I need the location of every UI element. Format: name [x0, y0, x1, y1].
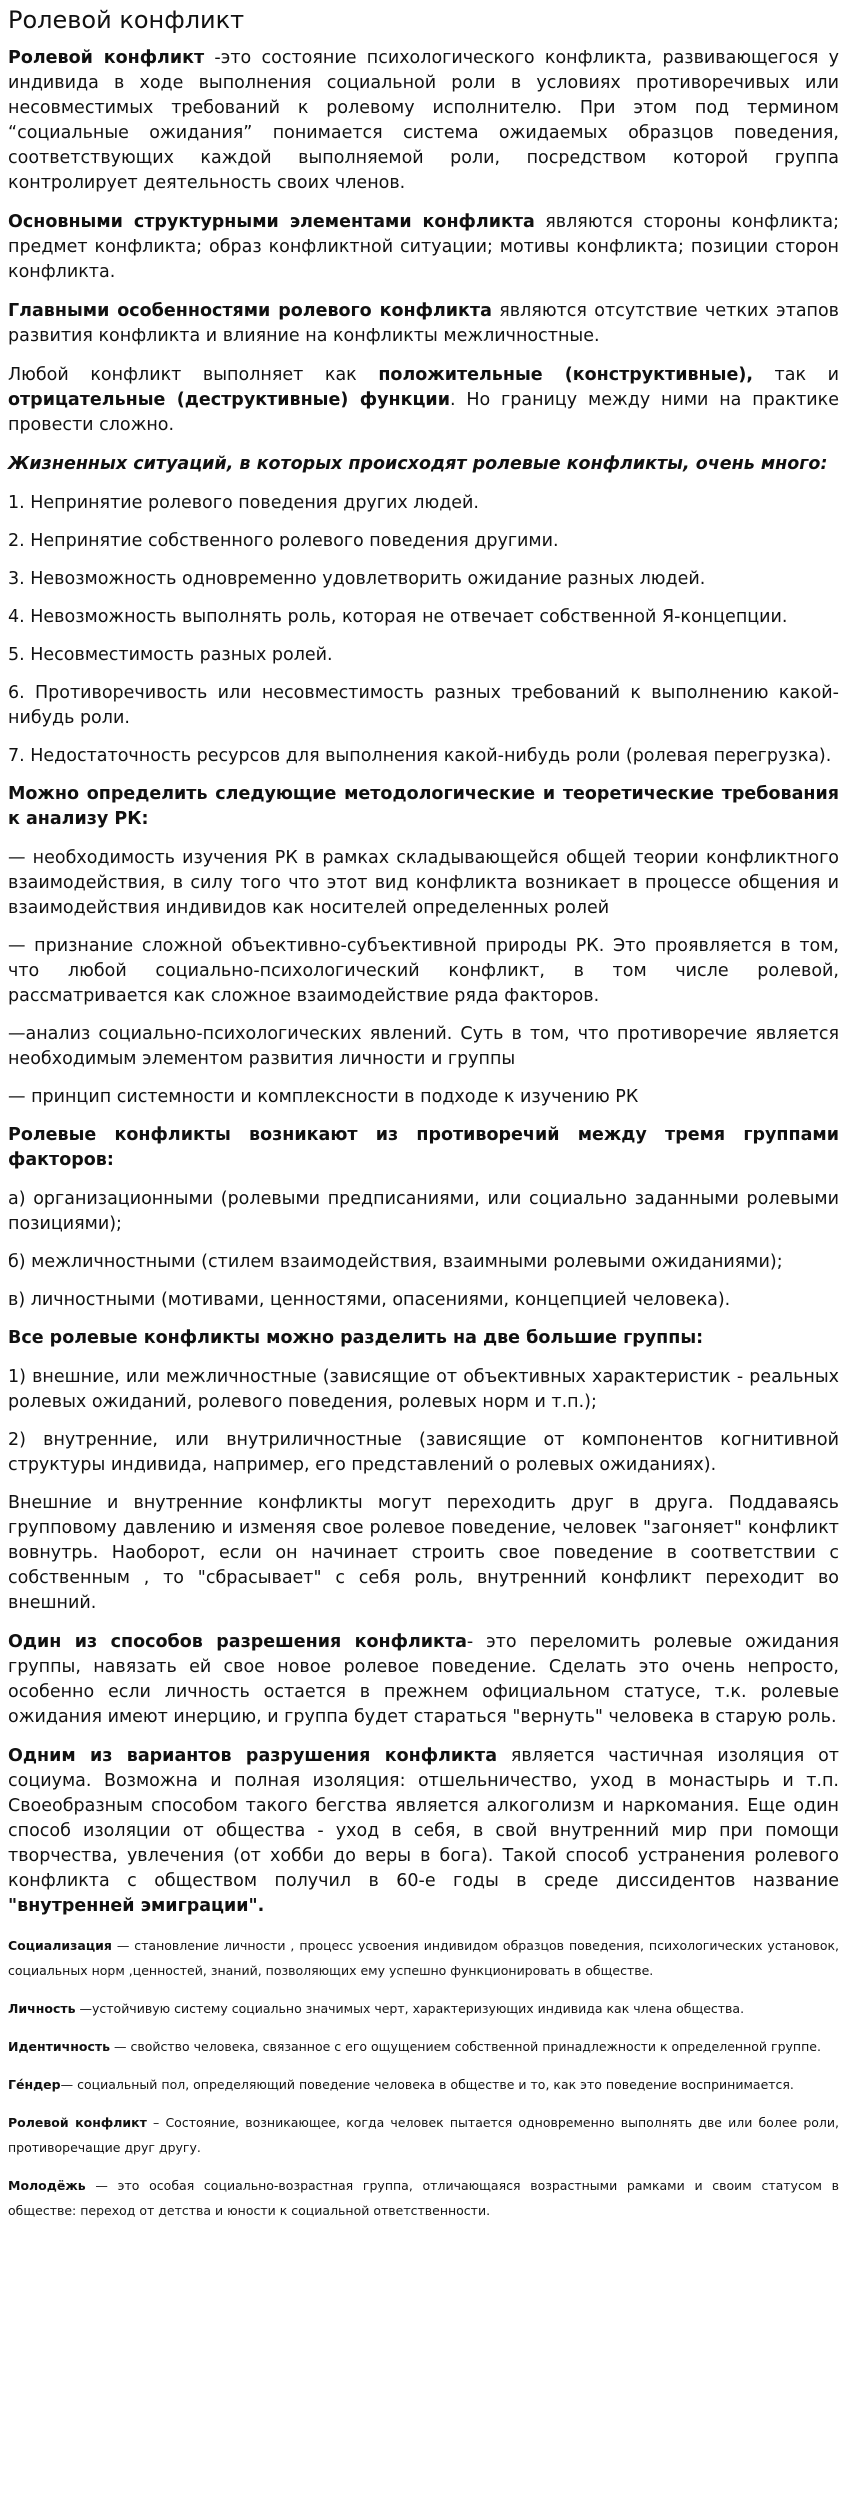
glossary-item: Идентичность — свойство человека, связанное с его ощущением собственной принадлежности к определенной группе.	[8, 2039, 821, 2054]
requirements-heading: Можно определить следующие методологические и теоретические требования к анализу РК:	[8, 784, 839, 829]
list-item: 1. Непринятие ролевого поведения других людей.	[8, 493, 479, 513]
resolution-paragraph: Один из способов разрешения конфликта- это переломить ролевые ожидания группы, навязать ей свое новое ролевое поведение. Сделать это очень непросто, особенно если личность остается в прежнем официальном статусе, т.к. ролевые ожидания имеют инерцию, и группа будет стараться "вернуть" человека в старую роль.	[8, 1632, 839, 1727]
list-item: а) организационными (ролевыми предписаниями, или социально заданными ролевыми позициями);	[8, 1189, 839, 1234]
list-item: 4. Невозможность выполнять роль, которая не отвечает собственной Я-концепции.	[8, 607, 788, 627]
list-item: 6. Противоречивость или несовместимость разных требований к выполнению какой-нибудь роли.	[8, 683, 839, 728]
term: Одним из вариантов разрушения конфликта	[8, 1746, 498, 1766]
term: Один из способов разрешения конфликта	[8, 1632, 467, 1652]
list-item: 2) внутренние, или внутриличностные (зависящие от компонентов когнитивной структуры индивида, например, его представлений о ролевых ожиданиях).	[8, 1430, 839, 1475]
features-paragraph: Главными особенностями ролевого конфликта являются отсутствие четких этапов развития конфликта и влияние на конфликты межличностные.	[8, 301, 840, 346]
list-item: — принцип системности и комплексности в подходе к изучению РК	[8, 1087, 639, 1107]
list-item: — признание сложной объективно-субъективной природы РК. Это проявляется в том, что любой социально-психологический конфликт, в том числе ролевой, рассматривается как сложное взаимодействие ряда факторов.	[8, 936, 839, 1006]
list-item: — необходимость изучения РК в рамках складывающейся общей теории конфликтного взаимодействия, в силу того что этот вид конфликта возникает в процессе общения и взаимодействия индивидов как носителей определенных ролей	[8, 848, 839, 918]
groups-heading: Все ролевые конфликты можно разделить на две большие группы:	[8, 1328, 704, 1348]
functions-paragraph: Любой конфликт выполняет как положительные (конструктивные), так и отрицательные (деструктивные) функции. Но границу между ними на практике провести сложно.	[8, 365, 839, 435]
list-item: 2. Непринятие собственного ролевого поведения другими.	[8, 531, 559, 551]
structure-paragraph: Основными структурными элементами конфликта являются стороны конфликта; предмет конфликта; образ конфликтной ситуации; мотивы конфликта; позиции сторон конфликта.	[8, 212, 839, 282]
definition-paragraph: Ролевой конфликт -это состояние психологического конфликта, развивающегося у индивида в ходе выполнения социальной роли в условиях противоречивых или несовместимых требований к ролевому исполнителю. При этом под термином “социальные ожидания” понимается система ожидаемых образцов поведения, соответствующих каждой выполняемой роли, посредством которой группа контролирует деятельность своих членов.	[8, 48, 839, 193]
factors-heading: Ролевые конфликты возникают из противоречий между тремя группами факторов:	[8, 1125, 839, 1170]
glossary-item: Молодёжь — это особая социально-возрастная группа, отличающаяся возрастными рамками и своим статусом в обществе: переход от детства и юности к социальной ответственности.	[8, 2178, 839, 2218]
list-item: —анализ социально-психологических явлений. Суть в том, что противоречие является необходимым элементом развития личности и группы	[8, 1024, 839, 1069]
term: Ролевой конфликт	[8, 48, 205, 68]
list-item: 3. Невозможность одновременно удовлетворить ожидание разных людей.	[8, 569, 706, 589]
list-item: 7. Недостаточность ресурсов для выполнения какой-нибудь роли (ролевая перегрузка).	[8, 746, 832, 766]
destruction-paragraph: Одним из вариантов разрушения конфликта является частичная изоляция от социума. Возможна и полная изоляция: отшельничество, уход в монастырь и т.п. Своеобразным способом такого бегства является алкоголизм и наркомания. Еще один способ изоляции от общества - уход в себя, в свой внутренний мир при помощи творчества, увлечения (от хобби до веры в бога). Такой способ устранения ролевого конфликта с обществом получил в 60-е годы в среде диссидентов название "внутренней эмиграции".	[8, 1746, 840, 1916]
list-item: 5. Несовместимость разных ролей.	[8, 645, 333, 665]
glossary-item: Социализация — становление личности , процесс усвоения индивидом образцов поведения, психологических установок, социальных норм ,ценностей, знаний, позволяющих ему успешно функционировать в обществе.	[8, 1938, 839, 1978]
list-item: б) межличностными (стилем взаимодействия, взаимными ролевыми ожиданиями);	[8, 1252, 783, 1272]
term: "внутренней эмиграции".	[8, 1896, 265, 1916]
list-item: в) личностными (мотивами, ценностями, опасениями, концепцией человека).	[8, 1290, 731, 1310]
glossary-item: Ролевой конфликт – Состояние, возникающее, когда человек пытается одновременно выполнять две или более роли, противоречащие друг другу.	[8, 2115, 840, 2155]
glossary-item: Личность —устойчивую систему социально значимых черт, характеризующих индивида как члена общества.	[8, 2001, 745, 2016]
term: Главными особенностями ролевого конфликта	[8, 301, 492, 321]
transition-paragraph: Внешние и внутренние конфликты могут переходить друг в друга. Поддаваясь групповому давлению и изменяя свое ролевое поведение, человек "загоняет" конфликт вовнутрь. Наоборот, если он начинает строить свое поведение в соответствии с собственным , то "сбрасывает" с себя роль, внутренний конфликт переходит во внешний.	[8, 1493, 839, 1613]
list-item: 1) внешние, или межличностные (зависящие от объективных характеристик - реальных ролевых ожиданий, ролевого поведения, ролевых норм и т.п.);	[8, 1367, 839, 1412]
term: Основными структурными элементами конфликта	[8, 212, 535, 232]
glossary-item: Гéндер— социальный пол, определяющий поведение человека в обществе и то, как это поведение воспринимается.	[8, 2077, 794, 2092]
situations-heading: Жизненных ситуаций, в которых происходят ролевые конфликты, очень много:	[8, 454, 828, 474]
page-title: Ролевой конфликт	[8, 6, 245, 34]
